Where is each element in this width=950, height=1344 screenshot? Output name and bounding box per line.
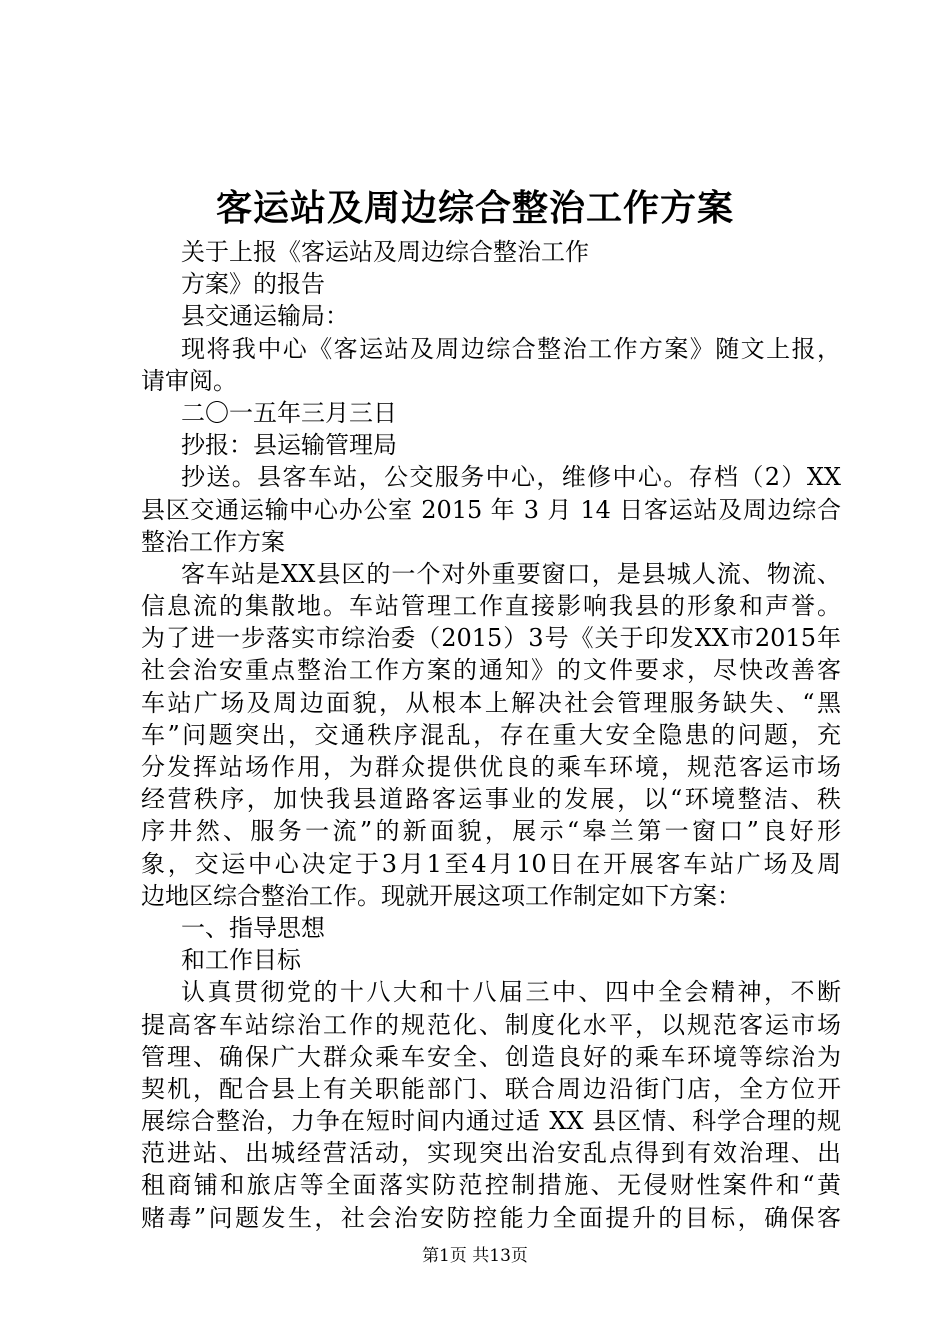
text-line: 赌毒”问题发生，社会治安防控能力全面提升的目标，确保客 [141,1203,841,1232]
text-line: 车站广场及周边面貌，从根本上解决社会管理服务缺失、“黑 [141,688,841,717]
text-line: 请审阅。 [141,366,237,395]
document-body [141,236,841,1234]
text-line: 客车站是XX县区的一个对外重要窗口，是县城人流、物流、 [181,559,841,588]
text-line: 和工作目标 [181,946,301,975]
text-line: 二〇一五年三月三日 [181,398,397,427]
document-title: 客运站及周边综合整治工作方案 [215,187,734,229]
text-line: 整治工作方案 [141,527,285,556]
text-line: 县交通运输局： [181,302,349,331]
text-line: 县区交通运输中心办公室 2015 年 3 月 14 日客运站及周边综合 [141,495,841,524]
text-line: 为了进一步落实市综治委（2015）3号《关于印发XX市2015年 [141,624,841,653]
text-line: 抄报：县运输管理局 [181,431,397,460]
text-line: 展综合整治，力争在短时间内通过适 XX 县区情、科学合理的规 [141,1107,841,1136]
text-line: 边地区综合整治工作。现就开展这项工作制定如下方案： [141,881,741,910]
page-footer: 第1页 共13页 [422,1246,528,1266]
text-line: 关于上报《客运站及周边综合整治工作 [181,238,589,266]
text-line: 认真贯彻党的十八大和十八届三中、四中全会精神，不断 [181,978,841,1007]
text-line: 信息流的集散地。车站管理工作直接影响我县的形象和声誉。 [141,592,841,621]
text-line: 契机，配合县上有关职能部门、联合周边沿街门店，全方位开 [141,1074,841,1103]
text-line: 租商铺和旅店等全面落实防范控制措施、无侵财性案件和“黄 [141,1171,841,1200]
text-line: 抄送。县客车站，公交服务中心，维修中心。存档（2）XX [181,463,841,492]
text-line: 一、指导思想 [181,913,325,942]
text-line: 范进站、出城经营活动，实现突出治安乱点得到有效治理、出 [141,1139,841,1168]
text-line: 序井然、服务一流”的新面貌，展示“皋兰第一窗口”良好形 [141,817,841,846]
text-line: 社会治安重点整治工作方案的通知》的文件要求，尽快改善客 [141,656,841,685]
text-line: 现将我中心《客运站及周边综合整治工作方案》随文上报， [181,334,841,363]
text-line: 车”问题突出，交通秩序混乱，存在重大安全隐患的问题，充 [141,720,841,749]
text-line: 提高客车站综治工作的规范化、制度化水平，以规范客运市场 [141,1010,841,1039]
text-line: 方案》的报告 [181,270,325,299]
text-line: 管理、确保广大群众乘车安全、创造良好的乘车环境等综治为 [141,1042,841,1071]
text-line: 分发挥站场作用，为群众提供优良的乘车环境，规范客运市场 [141,753,841,781]
text-line: 经营秩序，加快我县道路客运事业的发展，以“环境整洁、秩 [141,785,841,814]
text-line: 象，交运中心决定于3月1至4月10日在开展客车站广场及周 [141,849,841,878]
